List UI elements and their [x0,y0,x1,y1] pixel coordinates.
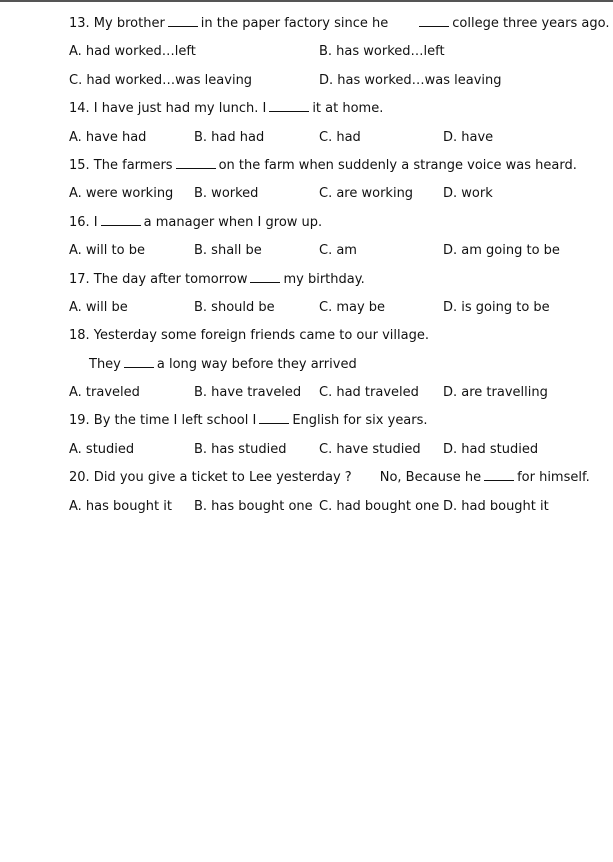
q17-option-a[interactable]: A. will be [69,299,128,315]
q17-blank [250,281,280,283]
q15-text-1: 15. The farmers [69,157,173,173]
q19-text-1: 19. By the time I left school I [69,413,257,429]
question-13-options-row-1 [69,38,599,66]
q16-text-1: 16. I [69,214,98,230]
q20-text-2: No, Because he [379,470,482,486]
question-19-stem [69,407,599,435]
question-18-stem-continued [69,351,599,379]
q16-text-2: a manager when I grow up. [143,214,323,230]
q18-text-2: They [89,356,121,372]
question-14-stem [69,95,599,123]
q20-text-3: for himself. [517,470,590,486]
top-border-rule [0,0,613,2]
q20-blank [484,479,514,481]
question-15-stem [69,152,599,180]
q15-option-a[interactable]: A. were working [69,186,174,202]
question-17-stem [69,266,599,294]
q20-option-d[interactable]: D. had bought it [443,498,549,514]
question-14-options [69,124,599,152]
q15-option-c[interactable]: C. are working [319,186,414,202]
q20-option-a[interactable]: A. has bought it [69,498,172,514]
q15-option-d[interactable]: D. work [443,186,493,202]
exercise-sheet [69,10,610,521]
q20-option-c[interactable]: C. had bought one [319,498,440,514]
question-16-options [69,237,599,265]
question-13-stem [69,10,610,38]
q19-option-a[interactable]: A. studied [69,441,135,457]
q17-text-2: my birthday. [283,271,365,287]
q14-text-1: 14. I have just had my lunch. I [69,101,267,117]
q19-blank [259,422,289,424]
q18-option-a[interactable]: A. traveled [69,385,140,401]
question-18-stem [69,322,599,350]
q18-text-1: 18. Yesterday some foreign friends came to our village. [69,328,429,344]
q13-text-3: college three years ago. [452,16,610,31]
q19-option-b[interactable]: B. has studied [194,441,287,457]
question-16-stem [69,209,599,237]
q19-option-d[interactable]: D. had studied [443,441,539,457]
question-20-options [69,493,599,521]
q13-text-1: 13. My brother [69,16,165,31]
q20-option-b[interactable]: B. has bought one [194,498,313,514]
q14-option-d[interactable]: D. have [443,129,494,145]
q16-blank [101,224,141,226]
q15-option-b[interactable]: B. worked [194,186,259,202]
question-17-options [69,294,599,322]
q19-option-c[interactable]: C. have studied [319,441,421,457]
q16-option-a[interactable]: A. will to be [69,243,145,259]
q17-text-1: 17. The day after tomorrow [69,271,248,287]
question-20-stem [69,464,599,492]
q13-blank-1 [168,25,198,27]
q15-blank [176,167,216,169]
q18-option-c[interactable]: C. had traveled [319,385,419,401]
q17-option-b[interactable]: B. should be [194,299,275,315]
q18-blank [124,366,154,368]
question-13-options-row-2 [69,67,599,95]
q13-option-c[interactable]: C. had worked…was leaving [69,72,253,88]
q14-option-b[interactable]: B. had had [194,129,265,145]
question-15-options [69,180,599,208]
q19-text-2: English for six years. [292,413,428,429]
question-19-options [69,436,599,464]
q18-option-d[interactable]: D. are travelling [443,385,548,401]
q18-option-b[interactable]: B. have traveled [194,385,302,401]
q18-text-3: a long way before they arrived [156,356,357,372]
q14-option-c[interactable]: C. had [319,129,361,145]
q13-blank-2 [419,25,449,27]
q13-text-2: in the paper factory since he [200,16,389,31]
q16-option-d[interactable]: D. am going to be [443,243,560,259]
q16-option-b[interactable]: B. shall be [194,243,262,259]
q14-blank [269,110,309,112]
q17-option-c[interactable]: C. may be [319,299,386,315]
q13-option-b[interactable]: B. has worked…left [319,44,445,60]
q15-text-2: on the farm when suddenly a strange voice was heard. [218,157,577,173]
q16-option-c[interactable]: C. am [319,243,357,259]
q20-text-1: 20. Did you give a ticket to Lee yesterday ? [69,470,352,486]
question-18-options [69,379,599,407]
q14-option-a[interactable]: A. have had [69,129,147,145]
q13-option-d[interactable]: D. has worked…was leaving [319,72,502,88]
q17-option-d[interactable]: D. is going to be [443,299,550,315]
q14-text-2: it at home. [312,101,384,117]
q13-option-a[interactable]: A. had worked…left [69,44,196,60]
